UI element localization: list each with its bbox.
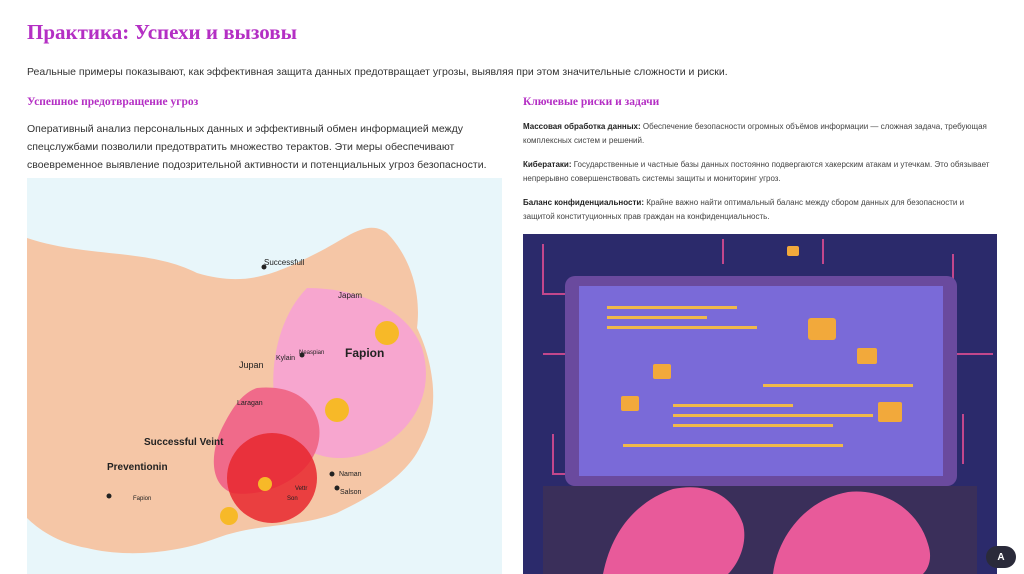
map-sun-marker: [258, 477, 272, 491]
map-label-japam: Japam: [338, 291, 363, 300]
map-label-naman: Naman: [339, 471, 362, 478]
map-red-zone: [227, 433, 317, 523]
map-label-laragan: Laragan: [237, 400, 263, 407]
map-label-neaspian: Neaspian: [299, 350, 325, 356]
map-label-preventionin: Preventionin: [107, 462, 168, 473]
map-sun-marker: [375, 321, 399, 345]
page-subtitle: Реальные примеры показывают, как эффективная защита данных предотвращает угрозы, выявляя при этом значительные сложности и риски.: [27, 66, 728, 78]
risk-item-mass-processing: [523, 120, 997, 148]
map-sun-marker: [220, 507, 238, 525]
map-point: [335, 486, 340, 491]
left-column: [27, 96, 502, 174]
risk-text: Государственные и частные базы данных постоянно подвергаются хакерским атакам и утечкам. Это обязывает непрерывно совершенствовать системы защиты и мониторинг угроз.: [523, 160, 990, 183]
map-label-fapion: Fapion: [345, 346, 385, 360]
risk-label: Кибератаки:: [523, 160, 572, 169]
map-point: [107, 494, 112, 499]
risk-label: Массовая обработка данных:: [523, 122, 641, 131]
page-title: Практика: Успехи и вызовы: [27, 20, 297, 44]
risks-heading: Ключевые риски и задачи: [523, 96, 660, 108]
map-label-successfull: Successfull: [264, 258, 305, 267]
laptop-screen: [579, 286, 943, 476]
risk-text: Крайне важно найти оптимальный баланс между сбором данных для безопасности и защитой конституционных прав граждан на конфиденциальность.: [523, 198, 965, 221]
success-body: Оперативный анализ персональных данных и эффективный обмен информацией между спецслужбами позволили предотвратить множество терактов. Эти меры обеспечивают своевременное выявление подозрительной активности и потенциальных угроз безопасности.: [27, 123, 487, 171]
map-label-kylain: Kylain: [276, 355, 296, 362]
right-column: [523, 96, 997, 234]
map-point: [330, 472, 335, 477]
map-label-vettr: Vettr: [295, 486, 308, 492]
risk-item-cyberattacks: [523, 158, 997, 186]
risk-item-privacy-balance: [523, 196, 997, 224]
threat-map-illustration: [27, 178, 502, 574]
map-label-salson: Salson: [340, 489, 362, 496]
map-label-jupan: Jupan: [239, 360, 264, 370]
cybersecurity-laptop-illustration: [523, 234, 997, 574]
accessibility-button[interactable]: A: [986, 546, 1016, 568]
map-label-successful-veint: Successful Veint: [144, 437, 224, 448]
risk-text: Обеспечение безопасности огромных объёмов информации — сложная задача, требующая комплексных систем и решений.: [523, 122, 987, 145]
map-label-son: Son: [287, 496, 298, 502]
map-label-fapion-small: Fapion: [133, 496, 152, 502]
risk-label: Баланс конфиденциальности:: [523, 198, 644, 207]
map-sun-marker: [325, 398, 349, 422]
success-heading: Успешное предотвращение угроз: [27, 96, 199, 108]
